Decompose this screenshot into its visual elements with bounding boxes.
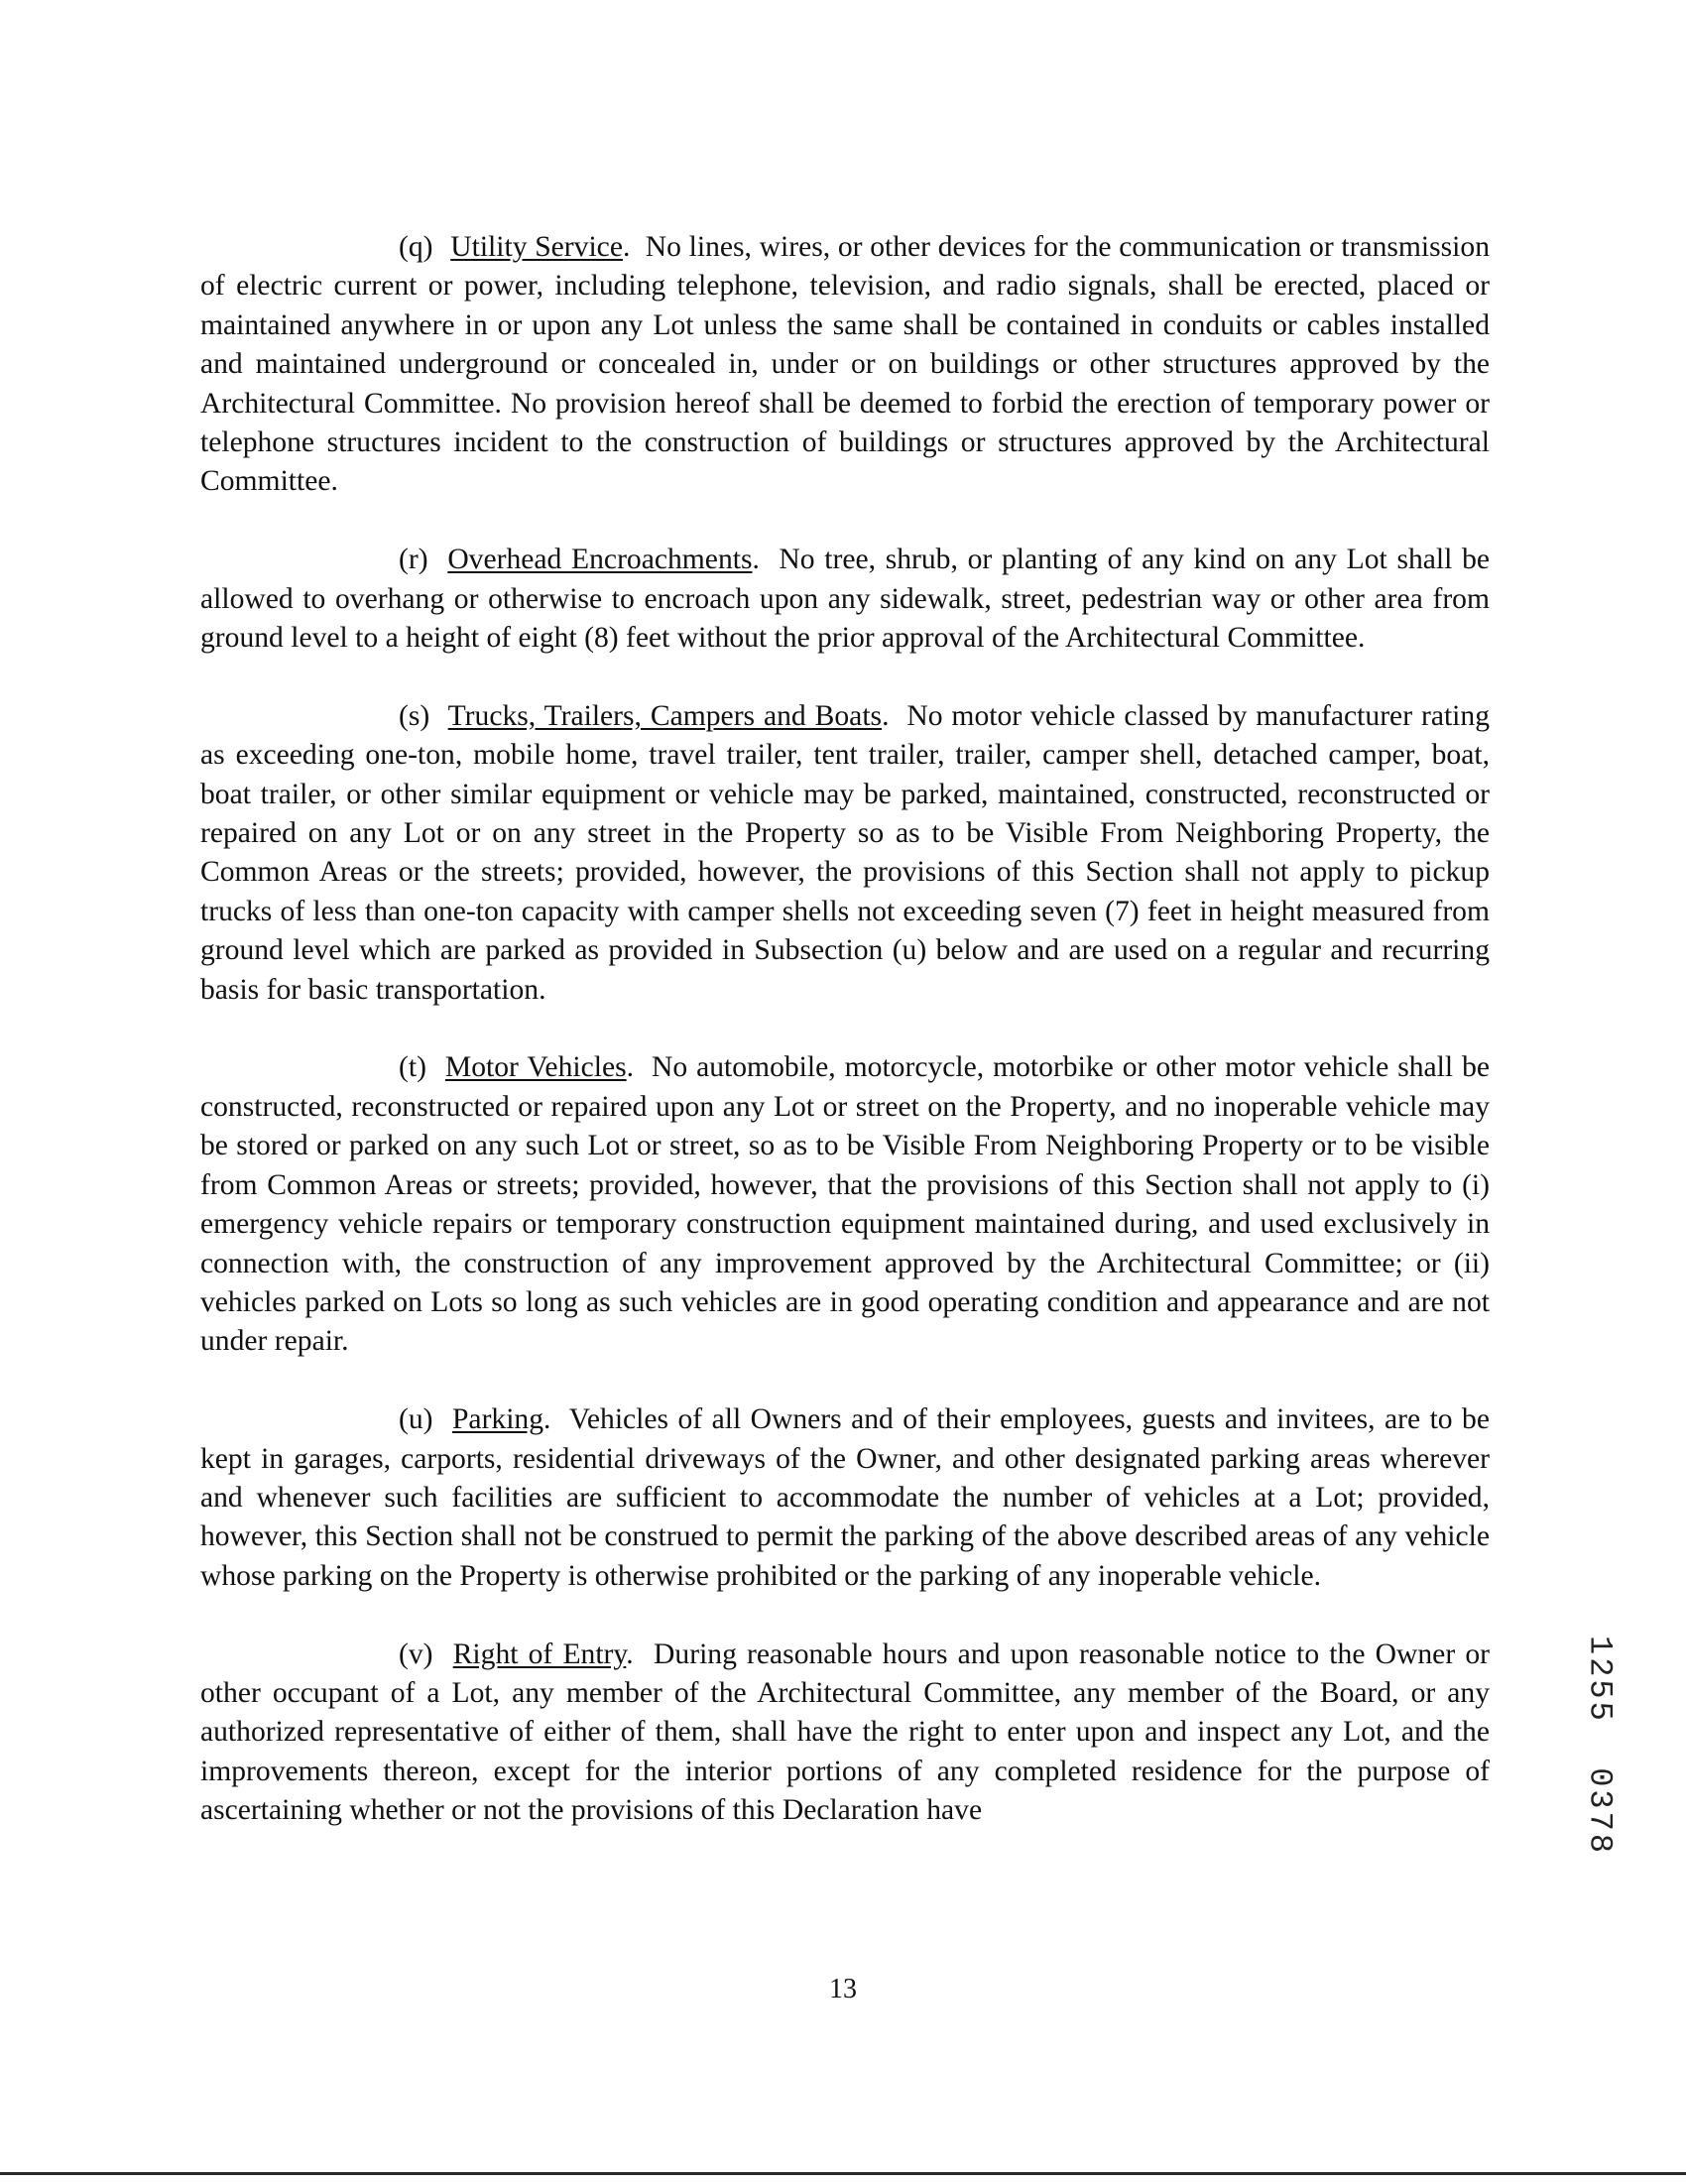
recording-stamp-text: 1255 0378 xyxy=(1581,1635,1619,1857)
paragraph-heading: Utility Service xyxy=(450,231,623,263)
paragraph-v: (v) Right of Entry. During reasonable hours and upon reasonable notice to the Owner or other occupant of a Lot, any member of the Architectural Committee, any member of the Board, or any authorized representative of either of them, shall have the right to enter upon and inspect any Lot, and the improvements thereon, except for the interior portions of any completed residence for the purpose of ascertaining whether or not the provisions of this Declaration have xyxy=(200,1638,1490,1827)
scan-edge-line xyxy=(0,2172,1686,2175)
recording-stamp xyxy=(1575,1602,1625,1889)
paragraph-text: No motor vehicle classed by manufacturer rating as exceeding one-ton, mobile home, travel trailer, tent trailer, trailer, camper shell, detached camper, boat, boat trailer, or other similar equipment or vehicle may be parked, maintained, constructed, reconstructed or repaired on any Lot or on any street in the Property so as to be Visible From Neighboring Property, the Common Areas or the streets; provided, however, the provisions of this Section shall not apply to pickup trucks of less than one-ton capacity with camper shells not exceeding seven (7) feet in height measured from ground level which are parked as provided in Subsection (u) below and are used on a regular and recurring basis for basic transportation. xyxy=(200,699,1491,1006)
paragraph-number: (u) xyxy=(399,1403,433,1436)
paragraph-q: (q) Utility Service. No lines, wires, or other devices for the communication or transmission of electric current or power, including telephone, television, and radio signals, shall be erected, placed or maintained anywhere in or upon any Lot unless the same shall be contained in conduits or cables installed and maintained underground or concealed in, under or on buildings or other structures approved by the Architectural Committee. No provision hereof shall be deemed to forbid the erection of temporary power or telephone structures incident to the construction of buildings or structures approved by the Architectural Committee. xyxy=(200,231,1491,498)
paragraph-heading: Overhead Encroachments xyxy=(447,544,753,576)
document-body xyxy=(200,228,1490,1870)
paragraph-heading: Right of Entry xyxy=(452,1638,627,1670)
paragraph-text: During reasonable hours and upon reasonable notice to the Owner or other occupant of a Lot, any member of the Architectural Committee, any member of the Board, or any authorized representative of either of them, shall have the right to enter upon and inspect any Lot, and the improvements thereon, except for the interior portions of any completed residence for the purpose of ascertaining whether or not the provisions of this Declaration have xyxy=(200,1638,1490,1827)
paragraph-text: No lines, wires, or other devices for the communication or transmission of electric current or power, including telephone, television, and radio signals, shall be erected, placed or maintained anywhere in or upon any Lot unless the same shall be contained in conduits or cables installed and maintained underground or concealed in, under or on buildings or other structures approved by the Architectural Committee. No provision hereof shall be deemed to forbid the erection of temporary power or telephone structures incident to the construction of buildings or structures approved by the Architectural Committee. xyxy=(200,231,1491,498)
paragraph-t: (t) Motor Vehicles. No automobile, motorcycle, motorbike or other motor vehicle shall be constructed, reconstructed or repaired upon any Lot or street on the Property, and no inoperable vehicle may be stored or parked on any such Lot or street, so as to be Visible From Neighboring Property or to be visible from Common Areas or streets; provided, however, that the provisions of this Section shall not apply to (i) emergency vehicle repairs or temporary construction equipment maintained during, and used exclusively in connection with, the construction of any improvement approved by the Architectural Committee; or (ii) vehicles parked on Lots so long as such vehicles are in good operating condition and appearance and are not under repair. xyxy=(200,1051,1491,1358)
paragraph-number: (q) xyxy=(399,231,433,263)
paragraph-heading: Parking xyxy=(451,1403,544,1436)
paragraph-text: No tree, shrub, or planting of any kind on any Lot shall be allowed to overhang or otherwise to encroach upon any sidewalk, street, pedestrian way or other area from ground level to a height of eight (8) feet without the prior approval of the Architectural Committee. xyxy=(200,544,1491,655)
paragraph-text: Vehicles of all Owners and of their employees, guests and invitees, are to be kept in garages, carports, residential driveways of the Owner, and other designated parking areas wherever and whenever such facilities are sufficient to accommodate the number of vehicles at a Lot; provided, however, this Section shall not be construed to permit the parking of the above described areas of any vehicle whose parking on the Property is otherwise prohibited or the parking of any inoperable vehicle. xyxy=(200,1403,1490,1592)
paragraph-u: (u) Parking. Vehicles of all Owners and of their employees, guests and invitees, are to be kept in garages, carports, residential driveways of the Owner, and other designated parking areas wherever and whenever such facilities are sufficient to accommodate the number of vehicles at a Lot; provided, however, this Section shall not be construed to permit the parking of the above described areas of any vehicle whose parking on the Property is otherwise prohibited or the parking of any inoperable vehicle. xyxy=(200,1403,1490,1592)
paragraph-heading: Motor Vehicles xyxy=(444,1051,627,1084)
paragraph-text: No automobile, motorcycle, motorbike or other motor vehicle shall be constructed, reconstructed or repaired upon any Lot or street on the Property, and no inoperable vehicle may be stored or parked on any such Lot or street, so as to be Visible From Neighboring Property or to be visible from Common Areas or streets; provided, however, that the provisions of this Section shall not apply to (i) emergency vehicle repairs or temporary construction equipment maintained during, and used exclusively in connection with, the construction of any improvement approved by the Architectural Committee; or (ii) vehicles parked on Lots so long as such vehicles are in good operating condition and appearance and are not under repair. xyxy=(200,1051,1491,1358)
paragraph-number: (v) xyxy=(399,1638,433,1670)
page-number: 13 xyxy=(829,1974,857,2004)
paragraph-number: (s) xyxy=(399,699,430,732)
paragraph-r: (r) Overhead Encroachments. No tree, shrub, or planting of any kind on any Lot shall be allowed to overhang or otherwise to encroach upon any sidewalk, street, pedestrian way or other area from ground level to a height of eight (8) feet without the prior approval of the Architectural Committee. xyxy=(200,544,1491,655)
paragraph-heading: Trucks, Trailers, Campers and Boats xyxy=(447,699,883,732)
paragraph-number: (t) xyxy=(399,1051,426,1084)
paragraph-number: (r) xyxy=(399,544,428,576)
paragraph-s: (s) Trucks, Trailers, Campers and Boats. No motor vehicle classed by manufacturer rating as exceeding one-ton, mobile home, travel trailer, tent trailer, trailer, camper shell, detached camper, boat, boat trailer, or other similar equipment or vehicle may be parked, maintained, constructed, reconstructed or repaired on any Lot or on any street in the Property so as to be Visible From Neighboring Property, the Common Areas or the streets; provided, however, the provisions of this Section shall not apply to pickup trucks of less than one-ton capacity with camper shells not exceeding seven (7) feet in height measured from ground level which are parked as provided in Subsection (u) below and are used on a regular and recurring basis for basic transportation. xyxy=(200,699,1491,1006)
